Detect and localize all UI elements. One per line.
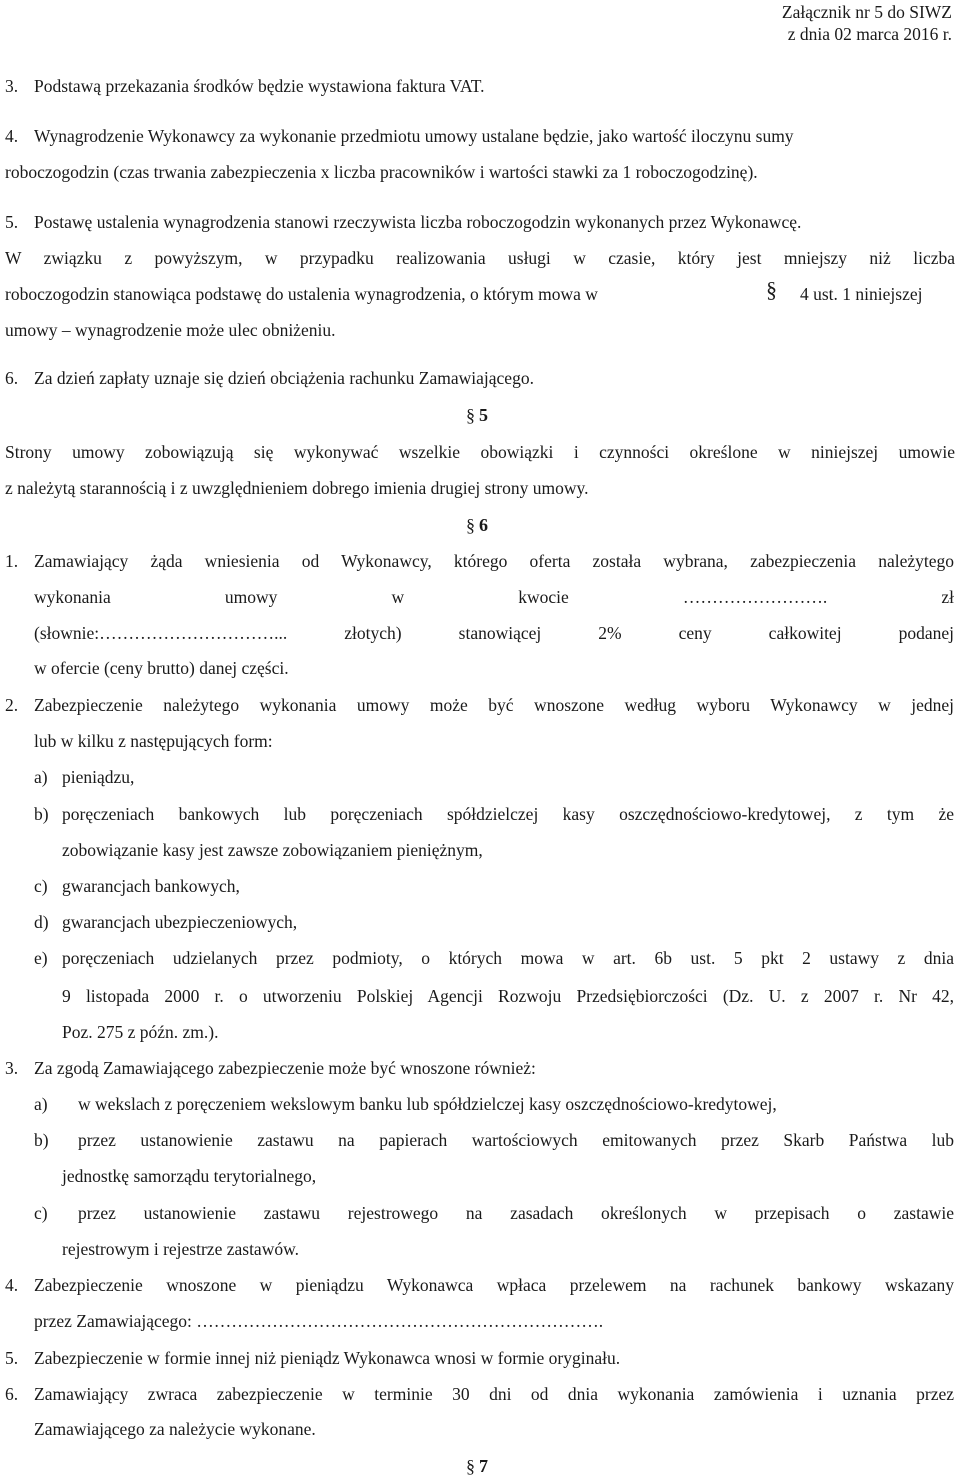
word: całkowitej xyxy=(768,623,842,643)
word: w xyxy=(391,587,405,607)
form-b-label: b) xyxy=(34,804,49,824)
s6-item-1-line-4: w ofercie (ceny brutto) danej części. xyxy=(34,658,289,678)
s6-item-1-number: 1. xyxy=(5,551,19,571)
section-5-line-1: Strony umowy zobowiązują się wykonywać wszelkie obowiązki i czynności określone w niniejszej umowie xyxy=(5,442,955,462)
form-b-line-2: zobowiązanie kasy jest zawsze zobowiązaniem pieniężnym, xyxy=(62,840,483,860)
s6-item-4-line-1: Zabezpieczenie wnoszone w pieniądzu Wykonawca wpłaca przelewem na rachunek bankowy wskazany xyxy=(34,1275,954,1295)
word: 2% xyxy=(598,623,622,643)
section-6-heading xyxy=(466,514,488,536)
paragraph-sign: § xyxy=(766,277,777,302)
form-a-label: a) xyxy=(34,767,48,787)
amount-words-blank: (słownie:…………………………... xyxy=(34,623,288,643)
word: kwocie xyxy=(518,587,569,607)
s6-item-6-line-2: Zamawiającego za należycie wykonane. xyxy=(34,1419,316,1439)
word: umowy xyxy=(224,587,278,607)
s6-item-6-line-1: Zamawiający zwraca zabezpieczenie w terminie 30 dni od dnia wykonania zamówienia i uznania przez xyxy=(34,1384,954,1404)
section-5-line-2: z należytą starannością i z uwzględnieniem dobrego imienia drugiej strony umowy. xyxy=(5,478,589,498)
section-7-heading xyxy=(466,1455,488,1477)
form-b-line-1: poręczeniach bankowych lub poręczeniach spółdzielczej kasy oszczędnościowo-kredytowej, z tym że xyxy=(62,804,954,824)
form-e-label: e) xyxy=(34,948,48,968)
item-4-number: 4. xyxy=(5,126,19,146)
item-5-line-3: roboczogodzin stanowiąca podstawę do ustalenia wynagrodzenia, o którym mowa w xyxy=(5,284,598,304)
item-5-line-2: W związku z powyższym, w przypadku realizowania usługi w czasie, który jest mniejszy niż liczba xyxy=(5,248,955,268)
item-4-line-2: roboczogodzin (czas trwania zabezpieczenia x liczba pracowników i wartości stawki za 1 roboczogodzinę). xyxy=(5,162,758,182)
currency: zł xyxy=(941,587,954,607)
section-sign: § xyxy=(466,405,475,425)
s6-item-6-number: 6. xyxy=(5,1384,19,1404)
section-number: 7 xyxy=(479,1456,488,1476)
item-4-line-1: Wynagrodzenie Wykonawcy za wykonanie przedmiotu umowy ustalane będzie, jako wartość iloczynu sumy xyxy=(34,126,794,146)
word: ceny xyxy=(678,623,712,643)
section-number: 5 xyxy=(479,405,488,425)
alt-b-line-1: przez ustanowienie zastawu na papierach wartościowych emitowanych przez Skarb Państwa lub xyxy=(78,1130,954,1150)
alt-b-line-2: jednostkę samorządu terytorialnego, xyxy=(62,1166,317,1186)
alt-a-text: w wekslach z poręczeniem wekslowym banku lub spółdzielczej kasy oszczędnościowo-kredytowej, xyxy=(78,1094,777,1114)
section-sign: § xyxy=(466,515,475,535)
s6-item-3-line-1: Za zgodą Zamawiającego zabezpieczenie może być wnoszone również: xyxy=(34,1058,536,1078)
form-e-line-1: poręczeniach udzielanych przez podmioty, o których mowa w art. 6b ust. 5 pkt 2 ustawy z dnia xyxy=(62,948,954,968)
s6-item-2-number: 2. xyxy=(5,695,19,715)
s6-item-1-line-2 xyxy=(34,586,954,608)
form-e-line-2: 9 listopada 2000 r. o utworzeniu Polskiej Agencji Rozwoju Przedsiębiorczości (Dz. U. z 2007 r. Nr 42, xyxy=(62,986,954,1006)
alt-b-label: b) xyxy=(34,1130,49,1150)
alt-c-line-2: rejestrowym i rejestrze zastawów. xyxy=(62,1239,299,1259)
s6-item-4-number: 4. xyxy=(5,1275,19,1295)
item-3-text: Podstawą przekazania środków będzie wystawiona faktura VAT. xyxy=(34,76,485,96)
form-a-text: pieniądzu, xyxy=(62,767,135,787)
annex-date: z dnia 02 marca 2016 r. xyxy=(787,24,952,44)
form-c-text: gwarancjach bankowych, xyxy=(62,876,240,896)
word: podanej xyxy=(898,623,954,643)
section-5-heading xyxy=(466,404,488,426)
form-c-label: c) xyxy=(34,876,48,896)
item-5-line-3-ref: 4 ust. 1 niniejszej xyxy=(800,284,923,304)
section-number: 6 xyxy=(479,515,488,535)
s6-item-1-line-3 xyxy=(34,622,954,644)
alt-a-label: a) xyxy=(34,1094,48,1114)
item-6-text: Za dzień zapłaty uznaje się dzień obciążenia rachunku Zamawiającego. xyxy=(34,368,534,388)
s6-item-2-line-2: lub w kilku z następujących form: xyxy=(34,731,273,751)
section-sign: § xyxy=(466,1456,475,1476)
word: złotych) xyxy=(344,623,402,643)
word: wykonania xyxy=(34,587,111,607)
item-5-line-1: Postawę ustalenia wynagrodzenia stanowi rzeczywista liczba roboczogodzin wykonanych przez Wykonawcę. xyxy=(34,212,802,232)
item-6-number: 6. xyxy=(5,368,19,388)
form-d-text: gwarancjach ubezpieczeniowych, xyxy=(62,912,298,932)
annex-label: Załącznik nr 5 do SIWZ xyxy=(781,2,952,22)
s6-item-1-line-1: Zamawiający żąda wniesienia od Wykonawcy, którego oferta została wybrana, zabezpieczenia należytego xyxy=(34,551,954,571)
s6-item-5-text: Zabezpieczenie w formie innej niż pieniądz Wykonawca wnosi w formie oryginału. xyxy=(34,1348,621,1368)
item-3-number: 3. xyxy=(5,76,19,96)
word: stanowiącej xyxy=(458,623,542,643)
item-5-line-4: umowy – wynagrodzenie może ulec obniżeniu. xyxy=(5,320,336,340)
alt-c-line-1: przez ustanowienie zastawu rejestrowego na zasadach określonych w przepisach o zastawie xyxy=(78,1203,954,1223)
alt-c-label: c) xyxy=(34,1203,48,1223)
form-d-label: d) xyxy=(34,912,49,932)
s6-item-5-number: 5. xyxy=(5,1348,19,1368)
item-5-number: 5. xyxy=(5,212,19,232)
amount-blank: ……………………. xyxy=(682,587,828,607)
s6-item-3-number: 3. xyxy=(5,1058,19,1078)
s6-item-2-line-1: Zabezpieczenie należytego wykonania umowy może być wnoszone według wyboru Wykonawcy w jednej xyxy=(34,695,954,715)
s6-item-4-line-2: przez Zamawiającego: ……………………………………………………………. xyxy=(34,1311,604,1331)
form-e-line-3: Poz. 275 z późn. zm.). xyxy=(62,1022,219,1042)
